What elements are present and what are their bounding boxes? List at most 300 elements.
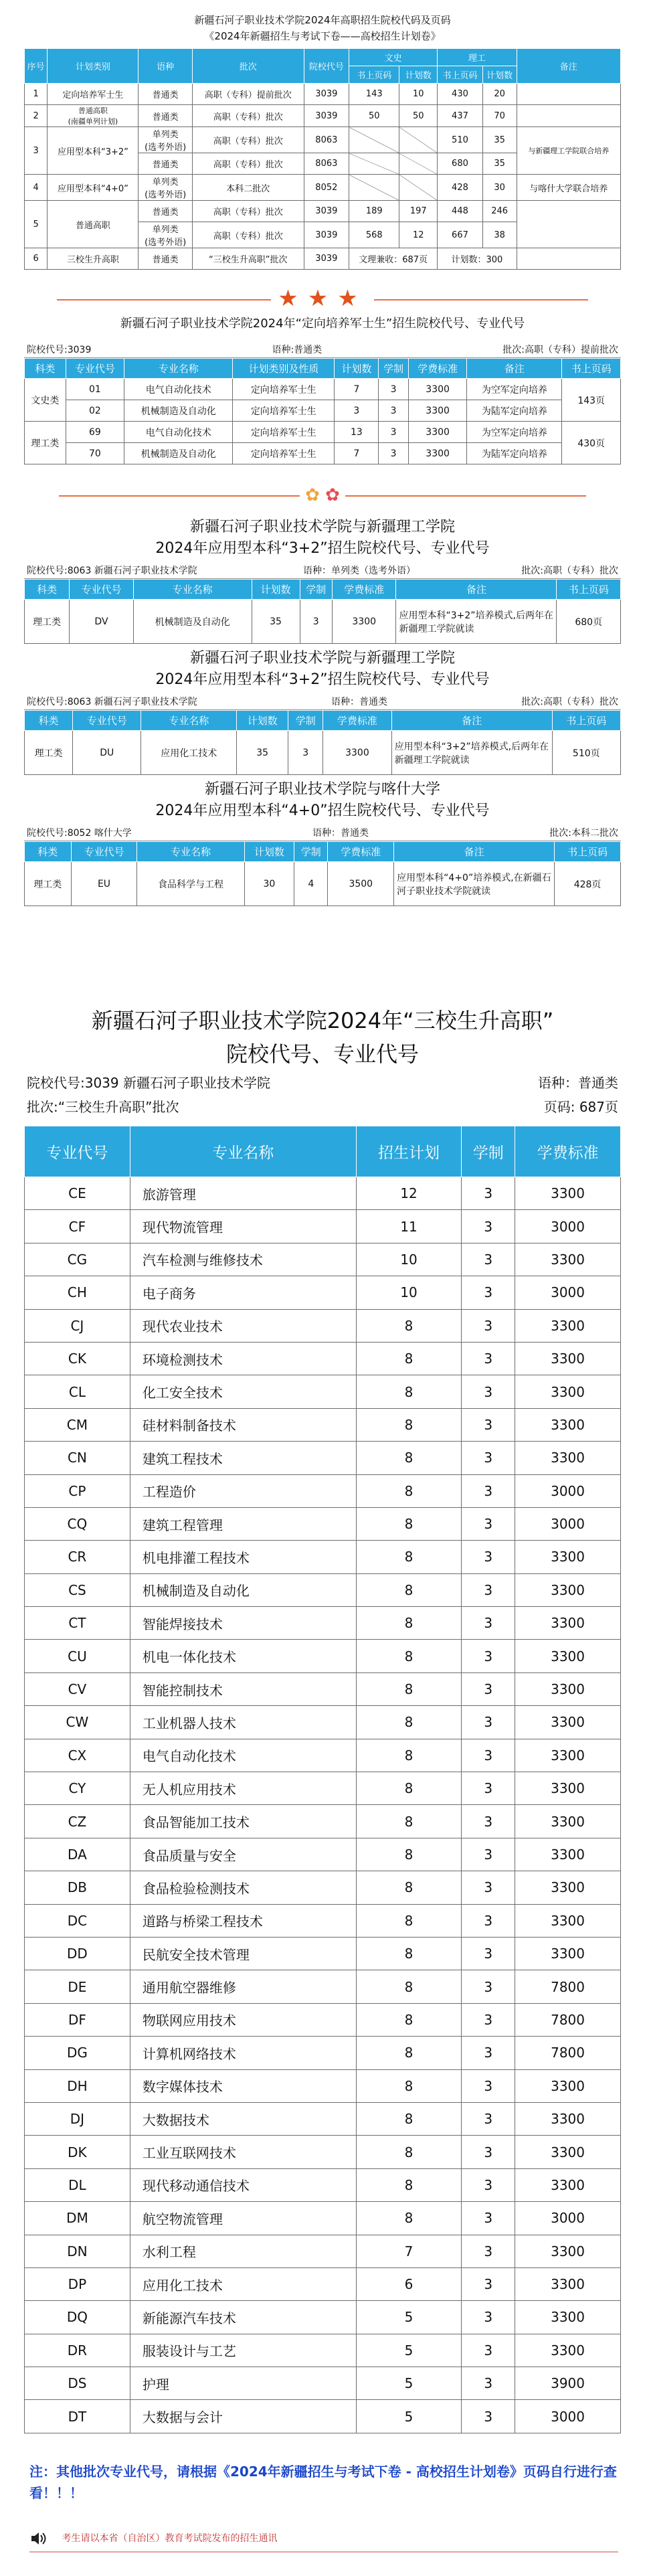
wenke-count-cell: 50 — [399, 105, 438, 127]
three-school-cell: 大数据技术 — [130, 2102, 356, 2135]
three-school-cell: 3 — [462, 2202, 515, 2235]
three-school-cell: 8 — [356, 2168, 462, 2201]
applied-block-title-2: 2024年应用型本科“4+0”招生院校代号、专业代号 — [155, 802, 490, 819]
three-school-cell: 5 — [356, 2334, 462, 2367]
applied-cat-cell: 理工类 — [25, 731, 73, 775]
three-school-cell: 无人机应用技术 — [130, 1772, 356, 1805]
three-school-cell: 3300 — [515, 1375, 621, 1408]
col-remark: 备注 — [517, 49, 620, 84]
three-school-row — [25, 2102, 621, 2135]
three-school-cell: 8 — [356, 1507, 462, 1540]
applied-block-info — [24, 695, 621, 710]
footer — [29, 2530, 618, 2553]
type-cell: 定向培养军士生 — [48, 84, 139, 105]
three-school-cell: CE — [25, 1177, 130, 1210]
three-school-cell: 8 — [356, 1904, 462, 1937]
three-school-cell: 3300 — [515, 1541, 621, 1573]
military-note-cell: 为陆军定向培养 — [467, 400, 562, 422]
seq-cell: 2 — [25, 105, 48, 127]
three-school-cell: 3 — [462, 1706, 515, 1739]
three-school-cell: 8 — [356, 1607, 462, 1640]
seq-cell: 6 — [25, 248, 48, 270]
three-school-cell: 3300 — [515, 1706, 621, 1739]
three-school-cell: 汽车检测与维修技术 — [130, 1243, 356, 1276]
applied-page-cell: 510页 — [552, 731, 620, 775]
overview-row — [25, 127, 621, 153]
flower-icon: ✿ — [305, 485, 320, 505]
applied-col-header: 专业名称 — [137, 842, 244, 862]
three-school-section — [24, 1004, 621, 2433]
applied-cat-cell: 理工类 — [25, 862, 72, 906]
military-title: 新疆石河子职业技术学院2024年“定向培养军士生”招生院校代号、专业代号 — [120, 317, 525, 331]
military-col-header: 备注 — [467, 359, 562, 379]
overview-table — [24, 48, 621, 270]
three-school-cell: 现代移动通信技术 — [130, 2168, 356, 2201]
three-school-cell: 8 — [356, 2003, 462, 2036]
military-row — [25, 400, 621, 422]
applied-block — [24, 648, 621, 775]
military-n-cell: 3 — [335, 400, 379, 422]
three-school-cell: 3 — [462, 1309, 515, 1342]
applied-batch: 批次:高职（专科）批次 — [521, 566, 618, 576]
col-code: 院校代号 — [304, 49, 349, 84]
three-school-cell: CV — [25, 1672, 130, 1705]
three-school-cell: 食品智能加工技术 — [130, 1805, 356, 1838]
applied-code: 院校代号:8052 喀什大学 — [27, 828, 132, 839]
three-school-row — [25, 1640, 621, 1672]
three-school-row — [25, 2003, 621, 2036]
applied-table — [24, 579, 621, 644]
military-col-header: 书上页码 — [562, 359, 621, 379]
three-school-cell: 7 — [356, 2235, 462, 2267]
overview-table-body — [25, 84, 621, 270]
applied-col-header: 书上页码 — [557, 580, 621, 600]
three-school-cell: CJ — [25, 1309, 130, 1342]
three-school-row — [25, 2136, 621, 2168]
three-school-col-header: 专业名称 — [130, 1126, 356, 1177]
three-school-cell: 3300 — [515, 1672, 621, 1705]
wenke-page-cell: 143 — [349, 84, 399, 105]
three-school-cell: 建筑工程管理 — [130, 1507, 356, 1540]
three-school-code: 院校代号:3039 新疆石河子职业技术学院 — [27, 1075, 270, 1091]
three-school-cell: 3300 — [515, 2168, 621, 2201]
military-name-cell: 机械制造及自动化 — [124, 443, 233, 464]
three-school-cell: DF — [25, 2003, 130, 2036]
three-school-cell: 3 — [462, 2003, 515, 2036]
applied-y-cell: 3 — [300, 600, 333, 644]
three-school-cell: 3 — [462, 2136, 515, 2168]
col-like-page: 书上页码 — [438, 66, 482, 84]
three-school-cell: 8 — [356, 1970, 462, 2003]
applied-col-header: 学制 — [288, 711, 323, 731]
three-school-cell: 水利工程 — [130, 2235, 356, 2267]
col-subject: 语种 — [139, 49, 192, 84]
three-school-cell: 护理 — [130, 2367, 356, 2400]
applied-col-header: 专业名称 — [133, 580, 252, 600]
code-cell: 3039 — [304, 248, 349, 270]
three-school-cell: 应用化工技术 — [130, 2267, 356, 2300]
applied-col-header: 学费标准 — [328, 842, 394, 862]
col-wenke-count: 计划数 — [399, 66, 438, 84]
three-school-cell: 旅游管理 — [130, 1177, 356, 1210]
applied-fee-cell: 3300 — [323, 731, 391, 775]
overview-row — [25, 105, 621, 127]
like-page-cell: 448 — [438, 201, 482, 222]
three-school-cell: 11 — [356, 1210, 462, 1243]
three-school-row — [25, 1276, 621, 1309]
remark-cell — [517, 201, 620, 248]
like-page-cell: 428 — [438, 175, 482, 201]
code-cell: 3039 — [304, 222, 349, 248]
three-school-cell: DG — [25, 2037, 130, 2069]
three-school-cell: CX — [25, 1739, 130, 1772]
remark-cell — [517, 84, 620, 105]
three-school-cell: CF — [25, 1210, 130, 1243]
military-code-cell: 69 — [66, 422, 124, 443]
three-school-cell: 3300 — [515, 1243, 621, 1276]
three-school-cell: DE — [25, 1970, 130, 2003]
three-school-page: 页码: 687页 — [543, 1099, 618, 1115]
footer-text: 考生请以本省（自治区）教育考试院发布的招生通讯 — [62, 2533, 278, 2544]
code-cell: 8063 — [304, 153, 349, 175]
overview-title-1: 新疆石河子职业技术学院2024年高职招生院校代码及页码 — [194, 14, 451, 26]
applied-undergrad-section — [24, 517, 621, 910]
three-school-cell: DQ — [25, 2301, 130, 2334]
three-school-cell: 3 — [462, 1210, 515, 1243]
applied-col-header: 专业代号 — [70, 580, 133, 600]
three-school-table — [24, 1126, 621, 2433]
military-col-header: 计划数 — [335, 359, 379, 379]
wenke-count-cell — [399, 127, 438, 153]
star-icon: ★ — [337, 285, 367, 312]
three-school-row — [25, 2400, 621, 2433]
three-school-cell: 智能焊接技术 — [130, 1607, 356, 1640]
three-school-row — [25, 1375, 621, 1408]
applied-subject: 语种：普通类 — [312, 828, 369, 839]
three-school-row — [25, 1937, 621, 1970]
three-school-cell: CH — [25, 1276, 130, 1309]
three-school-cell: 3300 — [515, 2136, 621, 2168]
three-school-cell: 3 — [462, 1541, 515, 1573]
military-n-cell: 7 — [335, 379, 379, 400]
applied-col-header: 学费标准 — [333, 580, 396, 600]
three-school-row — [25, 1739, 621, 1772]
three-school-cell: 8 — [356, 1442, 462, 1474]
overview-title-2: 《2024年新疆招生与考试下卷——高校招生计划卷》 — [204, 30, 441, 42]
three-school-cell: 3 — [462, 2235, 515, 2267]
type-cell: 三校生升高职 — [48, 248, 139, 270]
three-school-cell: 3 — [462, 2267, 515, 2300]
stars-divider — [0, 285, 645, 312]
remark-cell: 与新疆理工学院联合培养 — [517, 127, 620, 175]
three-school-cell: 3 — [462, 1177, 515, 1210]
three-school-cell: 建筑工程技术 — [130, 1442, 356, 1474]
three-school-cell: CZ — [25, 1805, 130, 1838]
three-school-cell: 电气自动化技术 — [130, 1739, 356, 1772]
applied-code: 院校代号:8063 新疆石河子职业技术学院 — [27, 566, 197, 576]
three-school-cell: 8 — [356, 2202, 462, 2235]
three-school-cell: 3300 — [515, 2334, 621, 2367]
applied-block-title-2: 2024年应用型本科“3+2”招生院校代号、专业代号 — [155, 540, 490, 557]
applied-code-cell: DU — [73, 731, 141, 775]
applied-block-title-1: 新疆石河子职业技术学院与新疆理工学院 — [189, 650, 455, 667]
three-school-cell: 3 — [462, 1970, 515, 2003]
three-school-cell: CU — [25, 1640, 130, 1672]
three-school-cell: 新能源汽车技术 — [130, 2301, 356, 2334]
three-school-cell: 机械制造及自动化 — [130, 1573, 356, 1606]
wenke-page-cell — [349, 153, 399, 175]
applied-note-cell: 应用型本科“4+0”培养模式,在新疆石河子职业技术学院就读 — [394, 862, 555, 906]
applied-col-header: 备注 — [391, 711, 552, 731]
like-count-cell: 35 — [482, 127, 517, 153]
type-cell: 普通高职 (南疆单列计划) — [48, 105, 139, 127]
three-school-col-header: 学费标准 — [515, 1126, 621, 1177]
military-row — [25, 379, 621, 400]
page-cell: 143页 — [562, 379, 621, 422]
military-col-header: 计划类别及性质 — [233, 359, 335, 379]
overview-row — [25, 84, 621, 105]
three-school-cell: 机电一体化技术 — [130, 1640, 356, 1672]
like-merged-cell: 计划数：300 — [438, 248, 517, 270]
three-school-row — [25, 1442, 621, 1474]
overview-section — [24, 12, 621, 270]
military-col-header: 学制 — [379, 359, 408, 379]
wenke-count-cell — [399, 175, 438, 201]
military-kind-cell: 定向培养军士生 — [233, 443, 335, 464]
military-y-cell: 3 — [379, 443, 408, 464]
three-school-cell: 3 — [462, 2301, 515, 2334]
three-school-cell: 5 — [356, 2400, 462, 2433]
three-school-cell: 3300 — [515, 2102, 621, 2135]
applied-col-header: 专业代号 — [71, 842, 137, 862]
three-school-cell: 8 — [356, 1772, 462, 1805]
three-school-cell: 3 — [462, 1739, 515, 1772]
flower-icon: ✿ — [325, 485, 340, 505]
three-school-cell: 工业互联网技术 — [130, 2136, 356, 2168]
three-school-cell: DN — [25, 2235, 130, 2267]
three-school-cell: DA — [25, 1838, 130, 1871]
three-school-cell: 道路与桥梁工程技术 — [130, 1904, 356, 1937]
three-school-row — [25, 1210, 621, 1243]
three-school-cell: 3 — [462, 1937, 515, 1970]
three-school-row — [25, 1243, 621, 1276]
overview-row — [25, 175, 621, 201]
wenke-count-cell: 197 — [399, 201, 438, 222]
military-code-cell: 70 — [66, 443, 124, 464]
military-fee-cell: 3300 — [408, 379, 467, 400]
applied-col-header: 科类 — [25, 711, 73, 731]
three-school-row — [25, 2367, 621, 2400]
applied-n-cell: 30 — [244, 862, 294, 906]
subject-cell: 普通类 — [139, 153, 192, 175]
three-school-cell: 10 — [356, 1243, 462, 1276]
like-count-cell: 35 — [482, 153, 517, 175]
wenke-count-cell — [399, 153, 438, 175]
three-school-cell: 7800 — [515, 1970, 621, 2003]
military-col-header: 专业名称 — [124, 359, 233, 379]
three-school-row — [25, 2069, 621, 2102]
three-school-cell: 化工安全技术 — [130, 1375, 356, 1408]
col-wenke: 文史 — [349, 49, 438, 66]
three-school-cell: CT — [25, 1607, 130, 1640]
applied-col-header: 学费标准 — [323, 711, 391, 731]
three-school-cell: 3300 — [515, 1342, 621, 1375]
three-school-cell: CY — [25, 1772, 130, 1805]
applied-block-title-2: 2024年应用型本科“3+2”招生院校代号、专业代号 — [155, 671, 490, 688]
subject-cell: 普通类 — [139, 248, 192, 270]
code-cell: 8063 — [304, 127, 349, 153]
seq-cell: 1 — [25, 84, 48, 105]
col-type: 计划类别 — [48, 49, 139, 84]
military-kind-cell: 定向培养军士生 — [233, 400, 335, 422]
three-school-cell: 机电排灌工程技术 — [130, 1541, 356, 1573]
military-n-cell: 7 — [335, 443, 379, 464]
three-school-cell: DP — [25, 2267, 130, 2300]
three-school-cell: 3 — [462, 1904, 515, 1937]
military-kind-cell: 定向培养军士生 — [233, 422, 335, 443]
three-school-row — [25, 1474, 621, 1507]
remark-cell — [517, 105, 620, 127]
three-school-cell: 3 — [462, 2334, 515, 2367]
applied-col-header: 书上页码 — [552, 711, 620, 731]
overview-row — [25, 201, 621, 222]
flowers-divider — [0, 482, 645, 509]
three-school-row — [25, 1607, 621, 1640]
three-school-cell: 工业机器人技术 — [130, 1706, 356, 1739]
three-school-cell: CG — [25, 1243, 130, 1276]
three-school-cell: DR — [25, 2334, 130, 2367]
three-school-row — [25, 1706, 621, 1739]
seq-cell: 4 — [25, 175, 48, 201]
three-school-cell: 3300 — [515, 1805, 621, 1838]
three-school-cell: 8 — [356, 1739, 462, 1772]
three-school-cell: 3300 — [515, 1904, 621, 1937]
subject-cell: 单列类 (选考外语) — [139, 175, 192, 201]
applied-col-header: 专业名称 — [141, 711, 237, 731]
three-school-cell: 8 — [356, 2102, 462, 2135]
like-page-cell: 430 — [438, 84, 482, 105]
military-kind-cell: 定向培养军士生 — [233, 379, 335, 400]
remark-cell — [517, 248, 620, 270]
applied-col-header: 科类 — [25, 842, 72, 862]
military-info — [24, 343, 621, 358]
wenke-page-cell: 568 — [349, 222, 399, 248]
applied-col-header: 学制 — [294, 842, 328, 862]
three-school-cell: DD — [25, 1937, 130, 1970]
three-school-cell: 3300 — [515, 1573, 621, 1606]
three-school-cell: 物联网应用技术 — [130, 2003, 356, 2036]
three-school-cell: 3 — [462, 1375, 515, 1408]
like-page-cell: 437 — [438, 105, 482, 127]
applied-name-cell: 食品科学与工程 — [137, 862, 244, 906]
three-school-cell: 8 — [356, 1838, 462, 1871]
three-school-col-header: 学制 — [462, 1126, 515, 1177]
three-school-cell: 3300 — [515, 1607, 621, 1640]
applied-col-header: 计划数 — [244, 842, 294, 862]
military-row — [25, 443, 621, 464]
three-school-cell: 3 — [462, 1342, 515, 1375]
three-school-cell: 8 — [356, 1375, 462, 1408]
applied-col-header: 备注 — [396, 580, 557, 600]
batch-cell: 高职（专科）批次 — [192, 153, 304, 175]
three-school-cell: DS — [25, 2367, 130, 2400]
military-fee-cell: 3300 — [408, 443, 467, 464]
three-school-cell: 3300 — [515, 1937, 621, 1970]
subject-cell: 普通类 — [139, 84, 192, 105]
three-school-row — [25, 1871, 621, 1904]
applied-table — [24, 710, 621, 775]
type-cell: 应用型本科“3+2” — [48, 127, 139, 175]
applied-page-cell: 428页 — [555, 862, 621, 906]
like-count-cell: 38 — [482, 222, 517, 248]
seq-cell: 3 — [25, 127, 48, 175]
applied-code-cell: DV — [70, 600, 133, 644]
applied-col-header: 专业代号 — [73, 711, 141, 731]
applied-note-cell: 应用型本科“3+2”培养模式,后两年在新疆理工学院就读 — [391, 731, 552, 775]
three-school-cell: 8 — [356, 1541, 462, 1573]
military-y-cell: 3 — [379, 422, 408, 443]
three-school-cell: CN — [25, 1442, 130, 1474]
applied-batch: 批次:高职（专科）批次 — [521, 697, 618, 707]
three-school-cell: 8 — [356, 1805, 462, 1838]
military-note-cell: 为陆军定向培养 — [467, 443, 562, 464]
col-seq: 序号 — [25, 49, 48, 84]
military-name-cell: 电气自动化技术 — [124, 379, 233, 400]
applied-col-header: 书上页码 — [555, 842, 621, 862]
batch-cell: 高职（专科）批次 — [192, 201, 304, 222]
like-page-cell: 680 — [438, 153, 482, 175]
like-count-cell: 246 — [482, 201, 517, 222]
three-school-cell: 3300 — [515, 2301, 621, 2334]
code-cell: 3039 — [304, 84, 349, 105]
wenke-count-cell: 12 — [399, 222, 438, 248]
three-school-cell: 3300 — [515, 1739, 621, 1772]
like-page-cell: 510 — [438, 127, 482, 153]
three-school-row — [25, 1541, 621, 1573]
three-school-cell: 3 — [462, 2037, 515, 2069]
three-school-cell: 3 — [462, 1507, 515, 1540]
military-batch: 批次:高职（专科）提前批次 — [502, 345, 618, 355]
three-school-cell: 8 — [356, 2136, 462, 2168]
military-code-cell: 01 — [66, 379, 124, 400]
three-school-cell: 3000 — [515, 2400, 621, 2433]
three-school-cell: 10 — [356, 1276, 462, 1309]
applied-code: 院校代号:8063 新疆石河子职业技术学院 — [27, 697, 197, 707]
three-school-row — [25, 1507, 621, 1540]
applied-cat-cell: 理工类 — [25, 600, 70, 644]
three-school-subject: 语种：普通类 — [538, 1075, 618, 1091]
three-school-cell: 3 — [462, 1772, 515, 1805]
three-school-row — [25, 1408, 621, 1441]
military-fee-cell: 3300 — [408, 422, 467, 443]
three-school-cell: 8 — [356, 1937, 462, 1970]
military-fee-cell: 3300 — [408, 400, 467, 422]
applied-col-header: 学制 — [300, 580, 333, 600]
applied-subject: 语种：普通类 — [331, 697, 388, 707]
three-school-cell: 3000 — [515, 1210, 621, 1243]
applied-n-cell: 35 — [237, 731, 288, 775]
three-school-cell: 工程造价 — [130, 1474, 356, 1507]
three-school-row — [25, 2334, 621, 2367]
three-school-cell: 12 — [356, 1177, 462, 1210]
three-school-cell: 3300 — [515, 2267, 621, 2300]
like-count-cell: 30 — [482, 175, 517, 201]
applied-block-title-1: 新疆石河子职业技术学院与喀什大学 — [204, 781, 440, 798]
three-school-row — [25, 2267, 621, 2300]
three-school-cell: 3 — [462, 2367, 515, 2400]
military-table — [24, 358, 621, 464]
batch-cell: 高职（专科）提前批次 — [192, 84, 304, 105]
